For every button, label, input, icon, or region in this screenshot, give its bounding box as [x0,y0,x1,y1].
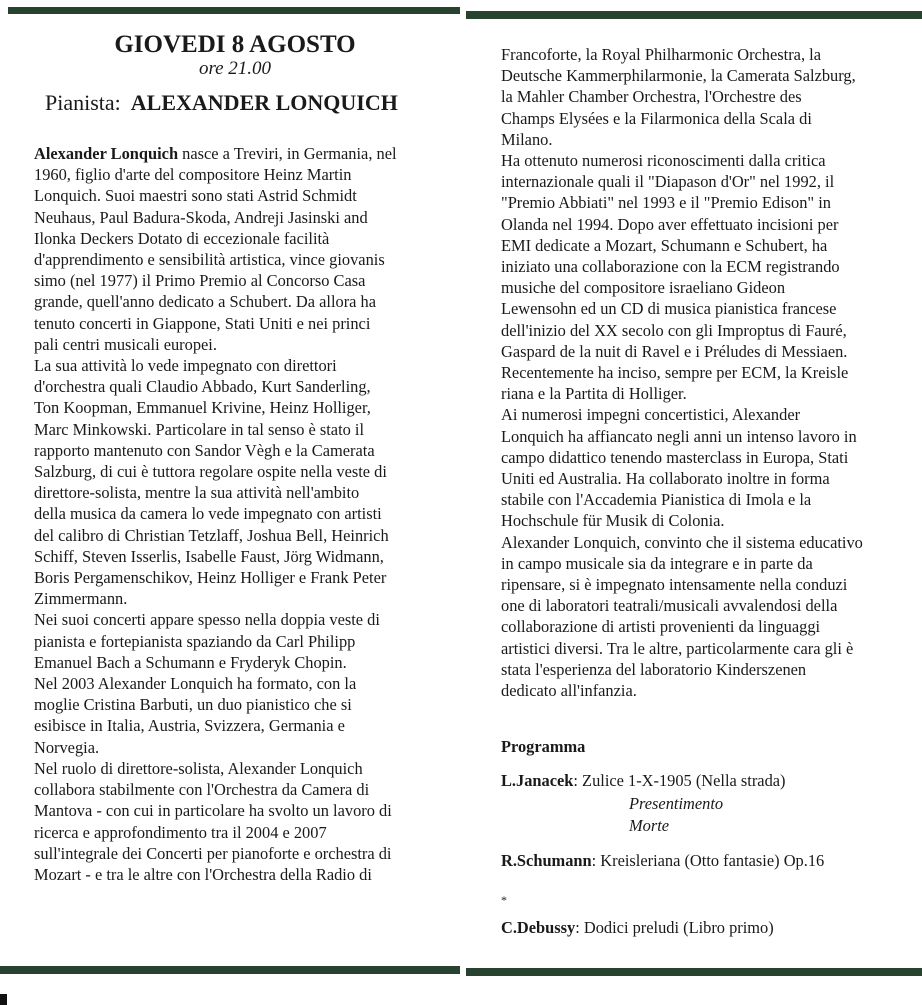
role-label: Pianista: [45,90,121,115]
artist-name: ALEXANDER LONQUICH [130,90,398,115]
interval-mark: * [501,893,507,907]
bio-paragraph-5: Nel ruolo di direttore-solista, Alexander Lonquich collabora stabilmente con l'Orchestra da Camera di Mantova - con cui in particolare ha svolto un lavoro di ricerca e approfondimento tra il 2004 e 2007 sull'integrale dei Concerti per pianoforte e orchestra di Mozart - e tra le altre con l'Orchestra della Radio di [34,758,392,884]
bio-paragraph-3: Nei suoi concerti appare spesso nella doppia veste di pianista e fortepianista spaziando da Carl Philipp Emanuel Bach a Schumann e Fryderyk Chopin. [34,610,380,672]
program-work: : Zulice 1-X-1905 (Nella strada) [573,771,786,790]
program-title: Programma [501,737,586,756]
top-border-right [466,11,922,19]
bottom-border-right [466,968,922,976]
program-movement: Morte [629,816,670,835]
program-item [501,917,774,938]
bio-paragraph-1 [34,143,434,355]
program-composer: C.Debussy [501,918,576,937]
program-item [501,850,824,871]
bio-paragraph-4: Nel 2003 Alexander Lonquich ha formato, con la moglie Cristina Barbuti, un duo pianistico che si esibisce in Italia, Austria, Svizzera, Germania e Norvegia. [34,674,357,757]
program-movement: Presentimento [629,794,724,813]
bottom-border-left [0,966,460,974]
program-work: : Kreisleriana (Otto fantasie) Op.16 [591,851,825,870]
bio-paragraph-9: Alexander Lonquich, convinto che il sistema educativo in campo musicale sia da integrare e in parte da ripensare, si è impegnato intensamente nella conduzi one di laboratori teatrali/musicali avvalendosi della collaborazione di artisti provenienti da linguaggi artistici diversi. Tra le altre, particolarmente cara gli è stata l'esperienza del laboratorio Kinderszenen dedicato all'infanzia. [501,532,863,701]
program-work: : Dodici preludi (Libro primo) [575,918,774,937]
top-border-left [8,7,460,14]
bio-paragraph-7: Ha ottenuto numerosi riconoscimenti dalla critica internazionale quali il "Diapason d'Or" nel 1992, il "Premio Abbiati" nel 1993 e il "Premio Edison" in Olanda nel 1994. Dopo aver effettuato incisioni per EMI dedicate a Mozart, Schumann e Schubert, ha iniziato una collaborazione con la ECM registrando musiche del compositore israeliano Gideon Lewensohn ed un CD di musica pianistica francese dell'inizio del XX secolo con gli Improptus di Fauré, Gaspard de la nuit di Ravel e i Préludes di Messiaen. Recentemente ha inciso, sempre per ECM, la Kreisle riana e la Partita di Holliger. [501,151,849,404]
bio-lead-name: Alexander Lonquich [34,144,179,163]
bio-paragraph-8: Ai numerosi impegni concertistici, Alexander Lonquich ha affiancato negli anni un intenso lavoro in campo didattico tenendo masterclass in Europa, Stati Uniti ed Australia. Ha collaborato inoltre in forma stabile con l'Accademia Pianistica di Imola e la Hochschule für Musik di Colonia. [501,405,857,531]
bio-paragraph-6: Francoforte, la Royal Philharmonic Orchestra, la Deutsche Kammerphilarmonie, la Camerata Salzburg, la Mahler Chamber Orchestra, l'Orchestre des Champs Elysées e la Filarmonica della Scala di Milano. [501,45,856,149]
bio-paragraph-2: La sua attività lo vede impegnato con direttori d'orchestra quali Claudio Abbado, Kurt Sanderling, Ton Koopman, Emmanuel Krivine, Heinz Holliger, Marc Minkowski. Particolare in tal senso è stato il rapporto mantenuto con Sandor Vègh e la Camerata Salzburg, di cui è tuttora regolare ospite nella veste di direttore-solista, mentre la sua attività nell'ambito della musica da camera lo vede impegnato con artisti del calibro di Christian Tetzlaff, Joshua Bell, Heinrich Schiff, Steven Isserlis, Isabelle Faust, Jörg Widmann, Boris Pergamenschikov, Heinz Holliger e Frank Peter Zimmermann. [34,356,389,609]
program-composer: L.Janacek [501,771,574,790]
biography-right-column [501,44,896,701]
corner-mark [0,994,7,1005]
program-composer: R.Schumann [501,851,592,870]
biography-left-column [34,143,434,885]
program-item [501,770,786,791]
concert-date: GIOVEDI 8 AGOSTO [114,31,356,58]
bio-paragraph-1-text: nasce a Treviri, in Germania, nel 1960, figlio d'arte del compositore Heinz Martin Lonquich. Suoi maestri sono stati Astrid Schmidt Neuhaus, Paul Badura-Skoda, Andreji Jasinski and Ilonka Deckers Dotato di eccezionale facilità d'apprendimento e sensibilità artistica, vince giovanis simo (nel 1977) il Primo Premio al Concorso Casa grande, quell'anno dedicato a Schubert. Da allora ha tenuto concerti in Giappone, Stati Uniti e nei princi pali centri musicali europei. [34,144,397,354]
performer-line [45,89,398,117]
concert-time: ore 21.00 [198,58,272,79]
